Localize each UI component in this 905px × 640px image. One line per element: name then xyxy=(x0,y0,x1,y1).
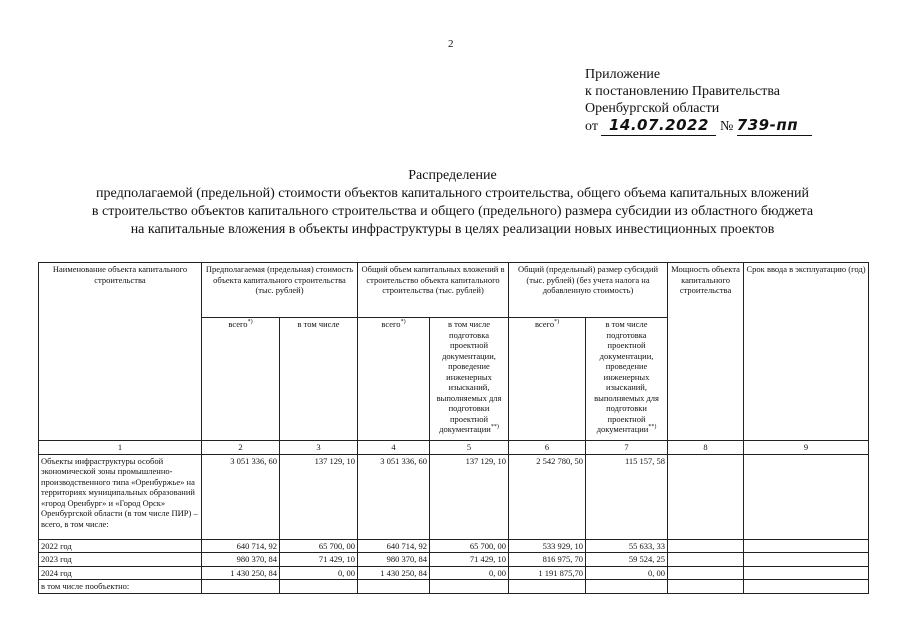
table-row-main xyxy=(39,454,869,539)
value-cell xyxy=(280,580,358,594)
table-row-year xyxy=(39,539,869,553)
header-cost-total: всего*) xyxy=(202,318,280,441)
value-cell: 3 051 336, 60 xyxy=(358,454,430,539)
deadline-cell xyxy=(744,539,869,553)
table-row-year xyxy=(39,553,869,567)
header-capacity: Мощность объекта капитального строительства xyxy=(668,263,744,318)
col-number: 3 xyxy=(280,441,358,455)
header-deadline: Срок ввода в эксплуатацию (год) xyxy=(744,263,869,318)
header-invest: Общий объем капитальных вложений в строительство объекта капитального строительства (тыс. рублей) xyxy=(358,263,509,318)
value-cell: 1 430 250, 84 xyxy=(202,566,280,580)
header-capacity-cont xyxy=(668,318,744,441)
header-invest-including: в том числе подготовка проектной документации, проведение инженерных изысканий, выполняемых для подготовки проектной документации**) xyxy=(430,318,509,441)
value-cell xyxy=(358,580,430,594)
appendix-region: Оренбургской области xyxy=(585,101,720,116)
value-cell: 533 929, 10 xyxy=(509,539,586,553)
value-cell xyxy=(509,580,586,594)
value-cell: 71 429, 10 xyxy=(430,553,509,567)
table-header-row-2 xyxy=(39,318,869,441)
col-number: 6 xyxy=(509,441,586,455)
header-deadline-cont xyxy=(744,318,869,441)
header-subsidy-total: всего*) xyxy=(509,318,586,441)
col-number: 9 xyxy=(744,441,869,455)
value-cell: 59 524, 25 xyxy=(586,553,668,567)
header-invest-total: всего*) xyxy=(358,318,430,441)
capacity-cell xyxy=(668,553,744,567)
value-cell: 1 430 250, 84 xyxy=(358,566,430,580)
value-cell: 0, 00 xyxy=(430,566,509,580)
header-cost-including: в том числе xyxy=(280,318,358,441)
capacity-cell xyxy=(668,566,744,580)
value-cell: 55 633, 33 xyxy=(586,539,668,553)
value-cell: 3 051 336, 60 xyxy=(202,454,280,539)
year-label: 2022 год xyxy=(39,539,202,553)
appendix-resolution: к постановлению Правительства xyxy=(585,84,781,99)
col-number: 2 xyxy=(202,441,280,455)
col-number: 7 xyxy=(586,441,668,455)
date-prefix: от xyxy=(585,119,598,134)
capacity-cell xyxy=(668,454,744,539)
table-row-per-object xyxy=(39,580,869,594)
table-header-row-1 xyxy=(39,263,869,318)
col-number: 8 xyxy=(668,441,744,455)
value-cell: 0, 00 xyxy=(280,566,358,580)
deadline-cell xyxy=(744,566,869,580)
value-cell: 137 129, 10 xyxy=(280,454,358,539)
table-row-year xyxy=(39,566,869,580)
per-object-label: в том числе пообъектно: xyxy=(39,580,202,594)
appendix-header xyxy=(585,66,812,136)
appendix-title: Приложение xyxy=(585,67,661,82)
header-subsidy-including: в том числе подготовка проектной документации, проведение инженерных изысканий, выполняемых для подготовки проектной документации**) xyxy=(586,318,668,441)
value-cell: 640 714, 92 xyxy=(202,539,280,553)
header-name-cont xyxy=(39,318,202,441)
date-value: 14.07.2022 xyxy=(608,116,709,134)
value-cell: 2 542 780, 50 xyxy=(509,454,586,539)
title-line-4: на капитальные вложения в объекты инфраструктуры в целях реализации новых инвестиционных проектов xyxy=(130,222,775,237)
col-number: 4 xyxy=(358,441,430,455)
page-number: 2 xyxy=(448,38,454,50)
value-cell: 980 370, 84 xyxy=(358,553,430,567)
value-cell: 65 700, 00 xyxy=(280,539,358,553)
number-value: 739-пп xyxy=(736,116,799,134)
distribution-table xyxy=(38,262,869,594)
column-numbers-row xyxy=(39,441,869,455)
capacity-cell xyxy=(668,539,744,553)
appendix-date-line xyxy=(585,117,812,136)
main-object-name: Объекты инфраструктуры особой экономической зоны промышленно-производственного типа «Оренбуржье» на территориях муниципальных образований «город Оренбург» и «Город Орск» Оренбургской области (в том числе ПИР) – всего, в том числе: xyxy=(39,454,202,539)
value-cell: 816 975, 70 xyxy=(509,553,586,567)
value-cell: 640 714, 92 xyxy=(358,539,430,553)
value-cell: 980 370, 84 xyxy=(202,553,280,567)
deadline-cell xyxy=(744,580,869,594)
number-prefix: № xyxy=(719,119,734,134)
capacity-cell xyxy=(668,580,744,594)
deadline-cell xyxy=(744,454,869,539)
value-cell xyxy=(586,580,668,594)
value-cell: 1 191 875,70 xyxy=(509,566,586,580)
header-name: Наименование объекта капитального строительства xyxy=(39,263,202,318)
header-subsidy: Общий (предельный) размер субсидий (тыс. рублей) (без учета налога на добавленную стоимость) xyxy=(509,263,668,318)
document-title xyxy=(30,167,875,239)
value-cell xyxy=(202,580,280,594)
header-cost: Предполагаемая (предельная) стоимость объекта капитального строительства (тыс. рублей) xyxy=(202,263,358,318)
year-label: 2024 год xyxy=(39,566,202,580)
value-cell: 115 157, 58 xyxy=(586,454,668,539)
col-number: 1 xyxy=(39,441,202,455)
title-line-1: Распределение xyxy=(408,168,497,183)
col-number: 5 xyxy=(430,441,509,455)
deadline-cell xyxy=(744,553,869,567)
year-label: 2023 год xyxy=(39,553,202,567)
value-cell: 0, 00 xyxy=(586,566,668,580)
value-cell: 65 700, 00 xyxy=(430,539,509,553)
value-cell xyxy=(430,580,509,594)
title-line-2: предполагаемой (предельной) стоимости объектов капитального строительства, общего объема капитальных вложений xyxy=(96,186,809,201)
title-line-3: в строительство объектов капитального строительства и общего (предельного) размера субсидии из областного бюджета xyxy=(91,204,814,219)
value-cell: 137 129, 10 xyxy=(430,454,509,539)
value-cell: 71 429, 10 xyxy=(280,553,358,567)
